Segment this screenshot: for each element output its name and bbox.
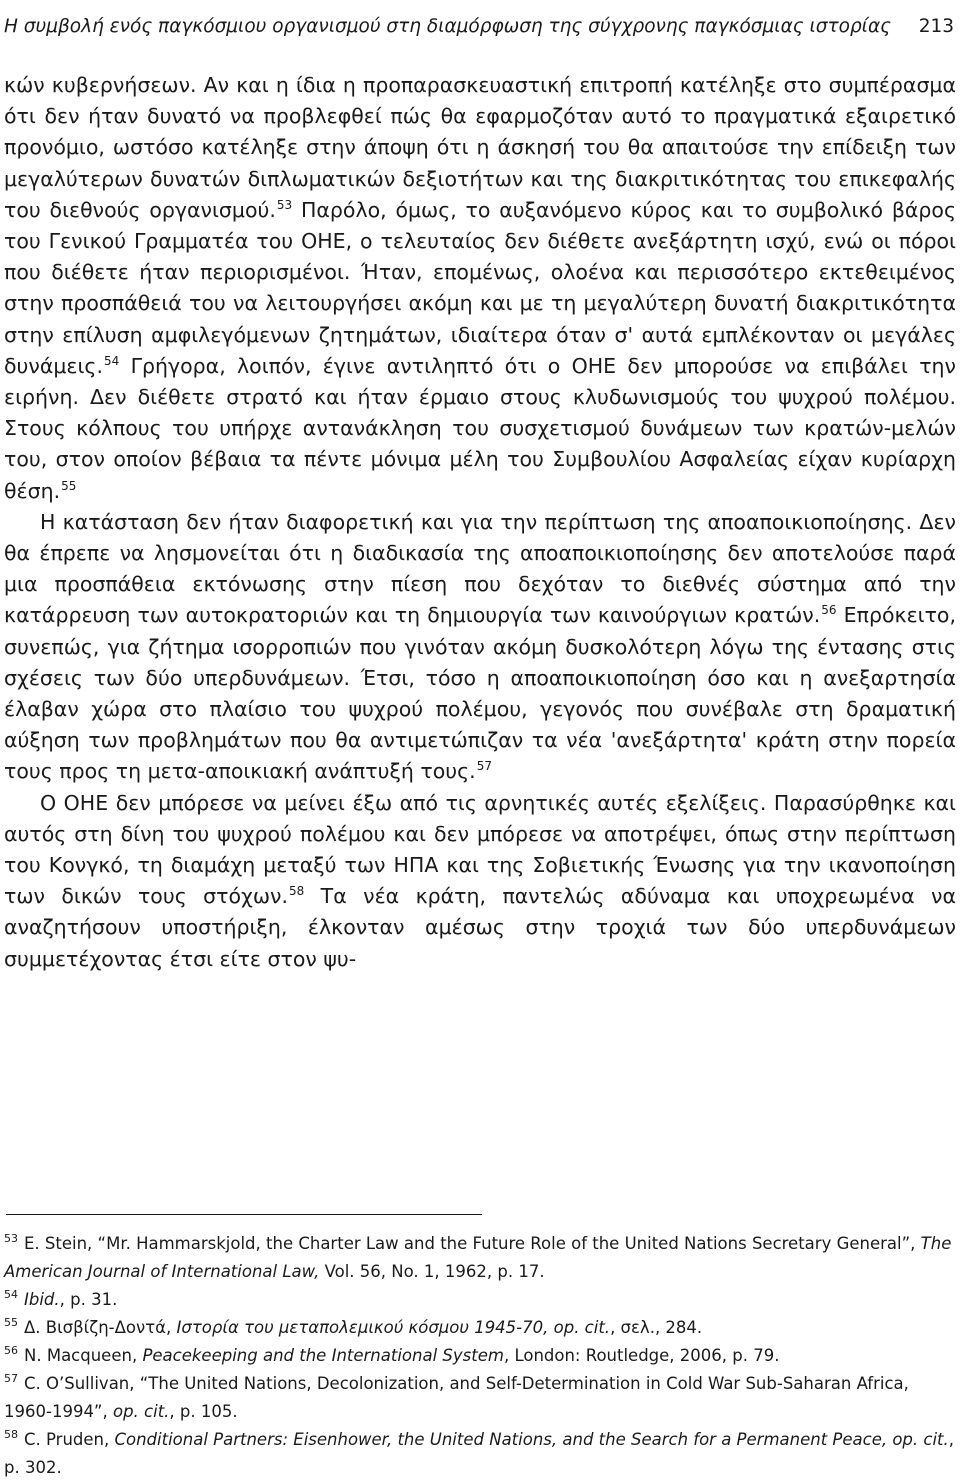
footnote-number: 55 <box>4 1316 18 1329</box>
footnote-number: 57 <box>4 1372 18 1385</box>
footnote-57 <box>4 1370 956 1426</box>
footnote-ref-58[interactable]: 58 <box>289 884 305 899</box>
footnote-ref-55[interactable]: 55 <box>61 478 77 493</box>
paragraph-1-text-b: Παρόλο, όμως, το αυξανόμενο κύρος και το συμβολικό βάρος του Γενικού Γραμματέα του ΟΗΕ, ο τελευταίος δεν διέθετε ανεξάρτητη ισχύ, ενώ οι πόροι που διέθετε ήταν περιορισμένοι. Ήταν, επομένως, ολοένα και περισσότερο εκτεθειμένος στην προσπάθειά του να λειτουργήσει ακόμη και με τη μεγαλύτερη δυνατή διακριτικότητα στην επίλυση αμφιλεγόμενων ζητημάτων, ιδιαίτερα όταν σ' αυτά εμπλέκονταν οι μεγάλες δυνάμεις. <box>4 197 957 378</box>
footnote-ref-54[interactable]: 54 <box>103 353 120 368</box>
footnote-ref-53[interactable]: 53 <box>276 197 293 212</box>
running-header <box>4 14 956 40</box>
footnote-divider <box>6 1214 482 1215</box>
page-number: 213 <box>918 16 954 37</box>
footnote-text: , London: Routledge, 2006, p. 79. <box>503 1346 780 1365</box>
footnote-title: Ibid. <box>24 1290 60 1309</box>
paragraph-2-text-a: Η κατάσταση δεν ήταν διαφορετική και για την περίπτωση της αποαποικιοποίησης. Δεν θα έπρεπε να λησμονείται ότι η διαδικασία της αποαποικιοποίησης δεν αποτελούσε παρά μια προσπάθεια εκτόνωσης στην πίεση που δεχόταν το διεθνές σύστημα από την κατάρρευση των αυτοκρατοριών και τη δημιουργία των καινούργιων κρατών. <box>4 509 956 628</box>
footnote-number: 53 <box>4 1232 18 1245</box>
footnote-title: op. cit. <box>112 1402 170 1421</box>
footnote-text: C. Pruden, <box>24 1430 115 1449</box>
paragraph-1-text-a: κών κυβερνήσεων. Αν και η ίδια η προπαρασκευαστική επιτροπή κατέληξε στο συμπέρασμα ότι δεν ήταν δυνατό να προβλεφθεί πώς θα εφαρμοζόταν αυτό το πραγματικά εξαιρετικό προνόμιο, ωστόσο κατέληξε στην άποψη ότι η άσκησή του θα απαιτούσε την επίδειξη των μεγαλύτερων δυνατών διπλωματικών δεξιοτήτων και της διακριτικότητας του επικεφαλής του διεθνούς οργανισμού. <box>4 73 956 222</box>
footnote-number: 54 <box>4 1288 18 1301</box>
footnote-54 <box>4 1286 956 1314</box>
book-page <box>4 0 956 1483</box>
footnote-53 <box>4 1230 956 1286</box>
footnotes <box>4 1230 956 1482</box>
paragraph-1-text-c: Γρήγορα, λοιπόν, έγινε αντιληπτό ότι ο ΟΗΕ δεν μπορούσε να επιβάλει την ειρήνη. Δεν διέθετε στρατό και ήταν έρμαιο στους κλυδωνισμούς του ψυχρού πολέμου. Στους κόλπους του υπήρχε αντανάκληση του συσχετισμού δυνάμεων των κρατών-μελών του, στον οποίον βέβαια τα πέντε μόνιμα μέλη του Συμβουλίου Ασφαλείας είχαν κυρίαρχη θέση. <box>4 353 956 503</box>
running-title: Η συμβολή ενός παγκόσμιου οργανισμού στη διαμόρφωση της σύγχρονης παγκόσμιας ιστορίας <box>4 16 891 37</box>
footnote-ref-57[interactable]: 57 <box>476 759 492 774</box>
footnote-text: C. O’Sullivan, “The United Nations, Decolonization, and Self-Determination in Cold War Sub-Saharan Africa, 1960-1994”, <box>4 1374 909 1421</box>
footnote-text: , p. 302. <box>4 1430 955 1477</box>
footnote-title: Conditional Partners: Eisenhower, the United Nations, and the Search for a Permanent Peace, op. cit. <box>114 1430 949 1449</box>
footnote-text: , p. 105. <box>169 1402 238 1421</box>
footnote-56 <box>4 1342 956 1370</box>
footnote-text: Vol. 56, No. 1, 1962, p. 17. <box>319 1262 545 1281</box>
paragraph-1 <box>4 70 956 507</box>
footnote-title: Peacekeeping and the International System <box>142 1346 504 1365</box>
paragraph-2-text-b: Επρόκειτο, συνεπώς, για ζήτημα ισορροπιών που γινόταν ακόμη δυσκολότερη λόγω της έντασης στις σχέσεις των δύο υπερδυνάμεων. Έτσι, τόσο η αποαποικιοποίηση όσο και η ανεξαρτησία έλαβαν χώρα στο πλαίσιο του ψυχρού πολέμου, γεγονός που συνέβαλε στη δραματική αύξηση των προβλημάτων που θα αντιμετώπιζαν τα νέα 'ανεξάρτητα' κράτη στην πορεία τους προς τη μετα-αποικιακή ανάπτυξή τους. <box>4 603 956 784</box>
footnote-text: , p. 31. <box>59 1290 118 1309</box>
paragraph-3 <box>4 788 956 975</box>
footnote-title: The American Journal of International Law, <box>4 1234 952 1281</box>
footnote-text: Δ. Βισβίζη-Δοντά, <box>24 1318 177 1337</box>
footnote-text: N. Macqueen, <box>24 1346 143 1365</box>
footnote-number: 56 <box>4 1344 18 1357</box>
body-text <box>4 70 956 975</box>
footnote-ref-56[interactable]: 56 <box>821 603 837 618</box>
footnote-58 <box>4 1426 956 1482</box>
footnote-number: 58 <box>4 1428 18 1441</box>
footnote-text: E. Stein, “Mr. Hammarskjold, the Charter Law and the Future Role of the United Nations Secretary General”, <box>24 1234 921 1253</box>
footnote-title: Ιστορία του μεταπολεμικού κόσμου 1945-70, op. cit. <box>176 1318 611 1337</box>
paragraph-3-text-a: Ο ΟΗΕ δεν μπόρεσε να μείνει έξω από τις αρνητικές αυτές εξελίξεις. Παρασύρθηκε και αυτός στη δίνη του ψυχρού πολέμου και δεν μπόρεσε να αποτρέψει, όπως στην περίπτωση του Κονγκό, τη διαμάχη μεταξύ των ΗΠΑ και της Σοβιετικής Ένωσης για την ικανοποίηση των δικών τους στόχων. <box>4 790 956 909</box>
footnote-55 <box>4 1314 956 1342</box>
footnote-text: , σελ., 284. <box>610 1318 703 1337</box>
paragraph-2 <box>4 507 956 788</box>
paragraph-3-text-b: Τα νέα κράτη, παντελώς αδύναμα και υποχρεωμένα να αναζητήσουν υποστήριξη, έλκονταν αμέσως στην τροχιά των δύο υπερδυνάμεων συμμετέχοντας έτσι είτε στον ψυ- <box>4 884 956 971</box>
